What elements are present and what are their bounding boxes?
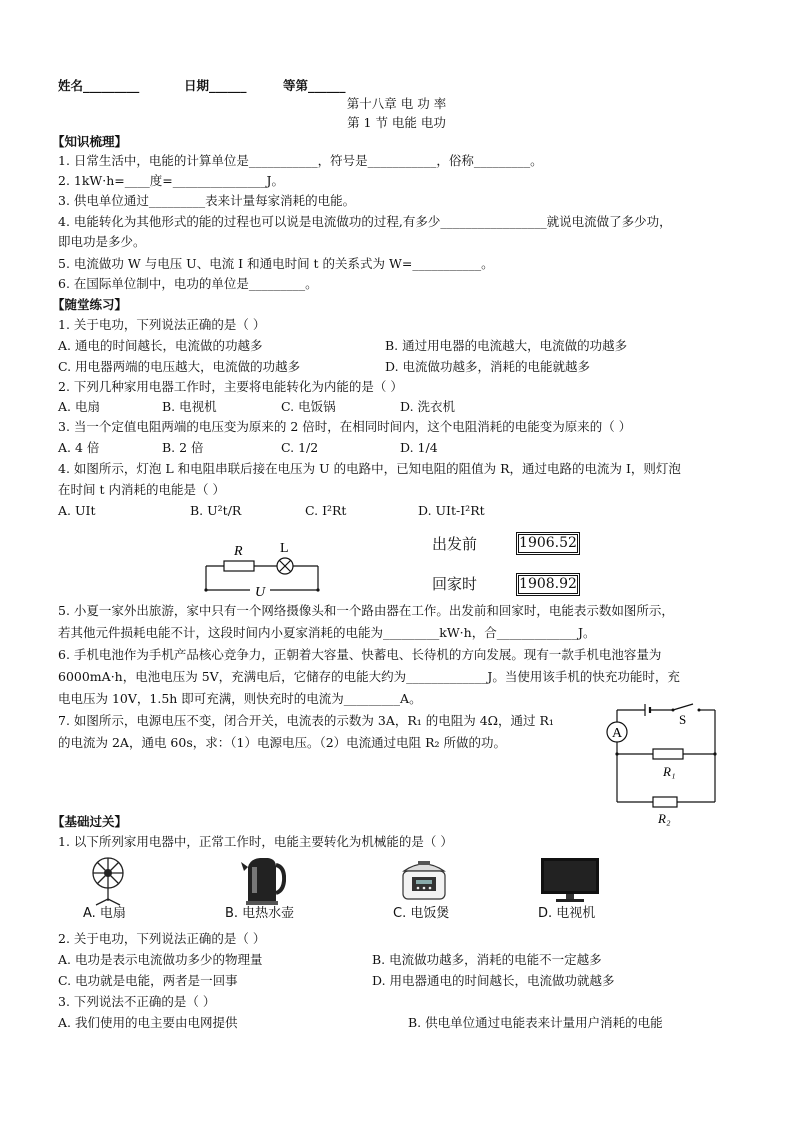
r2-label: R₂ — [658, 811, 671, 826]
knowledge-item: 2. 1kW·h=____度=_______________J。 — [58, 173, 285, 188]
option-a[interactable]: A. UIt — [58, 503, 96, 518]
question-stem: 2. 下列几种家用电器工作时，主要将电能转化为内能的是（ ） — [58, 379, 403, 394]
resistor-label: R — [234, 544, 243, 559]
question-stem: 的电流为 2A，通电 60s，求：（1）电源电压。（2）电流通过电阻 R₂ 所做的功。 — [58, 735, 507, 750]
option-c[interactable]: C. I²Rt — [305, 503, 347, 518]
option-a[interactable]: A. 通电的时间越长，电流做的功越多 — [58, 338, 263, 353]
question-stem: 6000mA·h，电池电压为 5V，充满电后，它储存的电能大约为_____________J。当使用该手机的快充功能时，充 — [58, 669, 680, 684]
option-b[interactable]: B. U²t/R — [190, 503, 242, 518]
question-stem: 2. 关于电功，下列说法正确的是（ ） — [58, 931, 266, 946]
option-a[interactable]: A. 电扇 — [58, 399, 100, 414]
knowledge-item: 6. 在国际单位制中，电功的单位是_________。 — [58, 276, 318, 291]
name-field[interactable]: 姓名_________ — [58, 78, 140, 93]
option-c[interactable]: C. 电饭锅 — [281, 399, 336, 414]
question-stem: 3. 当一个定值电阻两端的电压变为原来的 2 倍时，在相同时间内，这个电阻消耗的电能变为原来的（ ） — [58, 419, 632, 434]
question-stem: 4. 如图所示，灯泡 L 和电阻串联后接在电压为 U 的电路中，已知电阻的阻值为 R，通过电路的电流为 I，则灯泡 — [58, 461, 681, 476]
r1-label: R₁ — [663, 764, 676, 779]
option-d[interactable]: D. 1/4 — [400, 440, 438, 455]
option-b[interactable]: B. 供电单位通过电能表来计量用户消耗的电能 — [408, 1015, 663, 1030]
option-c[interactable]: C. 1/2 — [281, 440, 319, 455]
option-d[interactable]: D. UIt-I²Rt — [418, 503, 485, 518]
option-c[interactable]: C. 用电器两端的电压越大，电流做的功越多 — [58, 359, 301, 374]
option-b[interactable]: B. 电流做功越多，消耗的电能不一定越多 — [372, 952, 602, 967]
option-b[interactable]: B. 通过用电器的电流越大，电流做的功越多 — [385, 338, 628, 353]
knowledge-item: 4. 电能转化为其他形式的能的过程也可以说是电流做功的过程,有多少_________________就说电流做了多少功， — [58, 214, 672, 229]
television-icon — [538, 856, 602, 906]
question-stem: 1. 关于电功，下列说法正确的是（ ） — [58, 317, 266, 332]
question-stem: 电电压为 10V，1.5h 即可充满，则快充时的电流为_________A。 — [58, 691, 422, 706]
voltage-label: U — [255, 585, 266, 600]
chapter-title: 第十八章 电 功 率 — [346, 96, 447, 111]
meter-return-label: 回家时 — [432, 575, 478, 593]
meter-return-value: 1908.92 — [516, 573, 580, 596]
question-stem: 1. 以下所列家用电器中，正常工作时，电能主要转化为机械能的是（ ） — [58, 834, 453, 849]
question-stem: 6. 手机电池作为手机产品核心竞争力，正朝着大容量、快蓄电、长待机的方向发展。现有一款手机电池容量为 — [58, 647, 662, 662]
question-stem: 5. 小夏一家外出旅游，家中只有一个网络摄像头和一个路由器在工作。出发前和回家时，电能表示数如图所示， — [58, 603, 674, 618]
question-stem: 3. 下列说法不正确的是（ ） — [58, 994, 216, 1009]
option-a[interactable]: A. 4 倍 — [58, 440, 100, 455]
option-c[interactable]: C. 电功就是电能，两者是一回事 — [58, 973, 238, 988]
option-a[interactable]: A. 电扇 — [83, 906, 126, 921]
option-d[interactable]: D. 电流做功越多，消耗的电能就越多 — [385, 359, 591, 374]
grade-field[interactable]: 等第______ — [283, 78, 346, 93]
knowledge-item: 5. 电流做功 W 与电压 U、电流 I 和通电时间 t 的关系式为 W=___________。 — [58, 256, 494, 271]
practice-heading: 【随堂练习】 — [52, 297, 128, 312]
option-b[interactable]: B. 2 倍 — [162, 440, 204, 455]
knowledge-heading: 【知识梳理】 — [52, 134, 128, 149]
parallel-circuit-diagram — [603, 702, 728, 826]
option-c[interactable]: C. 电饭煲 — [393, 906, 450, 921]
section-title: 第 1 节 电能 电功 — [347, 115, 446, 130]
option-a[interactable]: A. 电功是表示电流做功多少的物理量 — [58, 952, 263, 967]
question-stem: 7. 如图所示，电源电压不变，闭合开关，电流表的示数为 3A，R₁ 的电阻为 4Ω，通过 R₁ — [58, 713, 554, 728]
knowledge-item: 3. 供电单位通过_________表来计量每家消耗的电能。 — [58, 193, 356, 208]
knowledge-item: 1. 日常生活中，电能的计算单位是___________，符号是___________，俗称_________。 — [58, 153, 543, 168]
rice-cooker-icon — [398, 855, 450, 905]
option-b[interactable]: B. 电视机 — [162, 399, 217, 414]
series-circuit-diagram — [200, 538, 325, 602]
option-b[interactable]: B. 电热水壶 — [225, 906, 295, 921]
question-stem: 在时间 t 内消耗的电能是（ ） — [58, 482, 225, 497]
switch-label: S — [679, 712, 687, 727]
option-d[interactable]: D. 电视机 — [538, 906, 596, 921]
basic-heading: 【基础过关】 — [52, 814, 128, 829]
meter-depart-label: 出发前 — [432, 535, 478, 553]
knowledge-item: 即电功是多少。 — [58, 234, 146, 249]
option-a[interactable]: A. 我们使用的电主要由电网提供 — [58, 1015, 238, 1030]
ammeter-label: A — [612, 726, 623, 741]
meter-depart-value: 1906.52 — [516, 532, 580, 555]
question-stem: 若其他元件损耗电能不计，这段时间内小夏家消耗的电能为_________kW·h，合_____________J。 — [58, 625, 596, 640]
option-d[interactable]: D. 用电器通电的时间越长，电流做功就越多 — [372, 973, 615, 988]
electric-fan-icon — [84, 855, 134, 907]
lamp-label: L — [280, 541, 289, 556]
option-d[interactable]: D. 洗衣机 — [400, 399, 456, 414]
date-field[interactable]: 日期______ — [184, 78, 247, 93]
kettle-icon — [238, 853, 286, 907]
